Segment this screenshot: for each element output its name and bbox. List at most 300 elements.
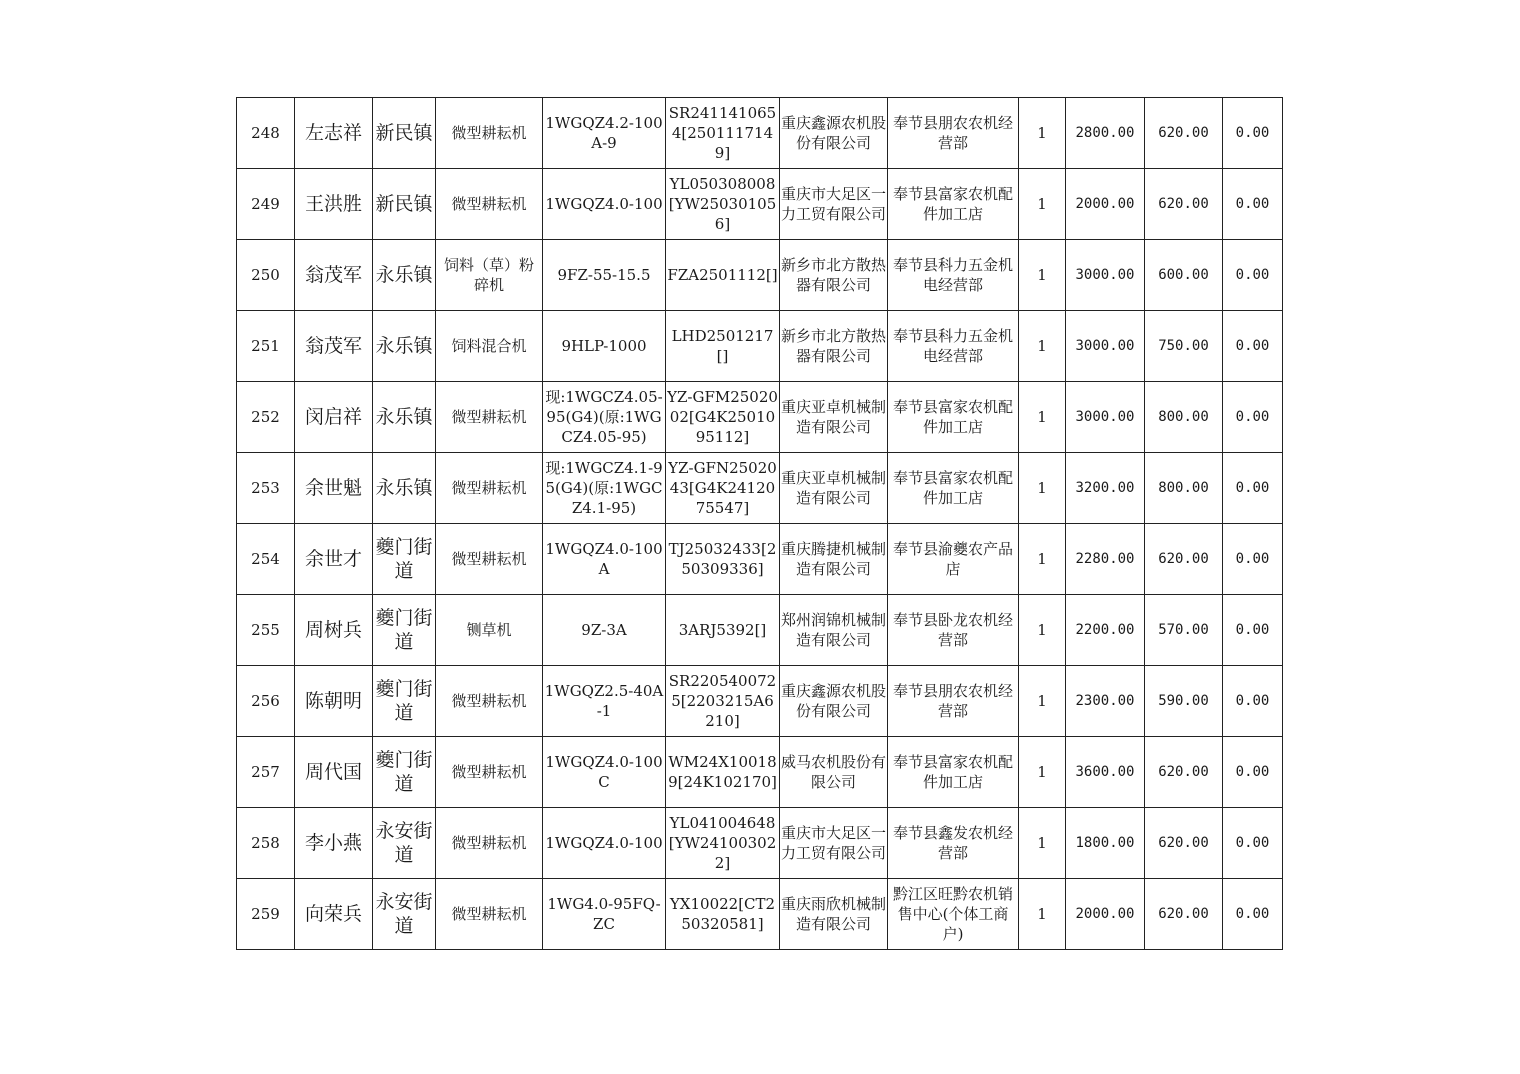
manufacturer-cell-text: 新乡市北方散热器有限公司: [781, 256, 886, 294]
quantity-cell-text: 1: [1037, 550, 1047, 568]
price-cell: [1066, 240, 1145, 311]
price-cell-text: 3000.00: [1075, 267, 1135, 283]
extra-subsidy-cell-text: 0.00: [1235, 196, 1270, 212]
manufacturer-cell-text: 重庆亚卓机械制造有限公司: [781, 469, 886, 507]
model-cell: [543, 666, 666, 737]
row-number-cell-text: 249: [251, 195, 280, 213]
serial-number-cell: [666, 808, 780, 879]
machine-type-cell: [436, 879, 543, 950]
buyer-name-cell: [295, 453, 373, 524]
machine-type-cell: [436, 737, 543, 808]
machine-type-cell-text: 微型耕耘机: [451, 124, 527, 142]
price-cell-text: 2800.00: [1075, 125, 1135, 141]
dealer-cell-text: 奉节县科力五金机电经营部: [892, 327, 1013, 365]
model-cell: [543, 382, 666, 453]
row-number-cell: [237, 98, 295, 169]
serial-number-cell-text: YL050308008[YW250301056]: [668, 175, 777, 233]
manufacturer-cell-text: 重庆腾捷机械制造有限公司: [781, 540, 886, 578]
manufacturer-cell-text: 郑州润锦机械制造有限公司: [781, 611, 886, 649]
model-cell: [543, 808, 666, 879]
buyer-name-cell: [295, 666, 373, 737]
quantity-cell: [1019, 808, 1066, 879]
township-cell: [373, 666, 436, 737]
subsidy-cell: [1145, 879, 1223, 950]
price-cell-text: 2200.00: [1075, 622, 1135, 638]
row-number-cell: [237, 737, 295, 808]
township-cell-text: 永乐镇: [375, 264, 433, 286]
table-row: [237, 737, 1283, 808]
dealer-cell: [888, 808, 1019, 879]
subsidy-cell-text: 600.00: [1158, 267, 1209, 283]
price-cell: [1066, 311, 1145, 382]
quantity-cell: [1019, 453, 1066, 524]
dealer-cell: [888, 382, 1019, 453]
machine-type-cell-text: 微型耕耘机: [451, 763, 527, 781]
serial-number-cell: [666, 595, 780, 666]
township-cell: [373, 524, 436, 595]
subsidy-cell-text: 800.00: [1158, 409, 1209, 425]
table-row: [237, 169, 1283, 240]
subsidy-cell-text: 750.00: [1158, 338, 1209, 354]
machine-type-cell: [436, 595, 543, 666]
machine-type-cell-text: 饲料混合机: [451, 337, 527, 355]
buyer-name-cell: [295, 240, 373, 311]
manufacturer-cell-text: 威马农机股份有限公司: [781, 753, 886, 791]
serial-number-cell: [666, 524, 780, 595]
extra-subsidy-cell-text: 0.00: [1235, 835, 1270, 851]
price-cell: [1066, 737, 1145, 808]
serial-number-cell: [666, 98, 780, 169]
quantity-cell-text: 1: [1037, 834, 1047, 852]
manufacturer-cell: [780, 240, 888, 311]
dealer-cell-text: 奉节县富家农机配件加工店: [892, 185, 1013, 223]
quantity-cell: [1019, 240, 1066, 311]
row-number-cell-text: 254: [251, 550, 280, 568]
manufacturer-cell: [780, 737, 888, 808]
machine-type-cell: [436, 524, 543, 595]
quantity-cell: [1019, 666, 1066, 737]
township-cell-text: 新民镇: [375, 193, 433, 215]
manufacturer-cell-text: 重庆市大足区一力工贸有限公司: [781, 185, 886, 223]
serial-number-cell: [666, 240, 780, 311]
row-number-cell: [237, 808, 295, 879]
row-number-cell-text: 259: [251, 905, 280, 923]
serial-number-cell-text: SR2205400725[2203215A6210]: [668, 672, 777, 730]
buyer-name-cell-text: 周树兵: [304, 619, 362, 641]
dealer-cell-text: 奉节县渝夔农产品店: [892, 540, 1013, 578]
machine-type-cell-text: 微型耕耘机: [451, 408, 527, 426]
township-cell: [373, 737, 436, 808]
price-cell: [1066, 524, 1145, 595]
subsidy-cell-text: 590.00: [1158, 693, 1209, 709]
row-number-cell: [237, 311, 295, 382]
extra-subsidy-cell: [1223, 666, 1283, 737]
buyer-name-cell: [295, 169, 373, 240]
quantity-cell: [1019, 737, 1066, 808]
serial-number-cell-text: YZ-GFN2502043[G4K2412075547]: [668, 459, 777, 517]
machine-type-cell-text: 微型耕耘机: [451, 834, 527, 852]
machine-type-cell: [436, 666, 543, 737]
price-cell-text: 3000.00: [1075, 338, 1135, 354]
price-cell: [1066, 453, 1145, 524]
extra-subsidy-cell: [1223, 382, 1283, 453]
model-cell-text: 1WGQZ4.2-100A-9: [545, 114, 663, 152]
township-cell-text: 夔门街道: [375, 607, 433, 653]
buyer-name-cell-text: 向荣兵: [304, 903, 362, 925]
quantity-cell: [1019, 169, 1066, 240]
extra-subsidy-cell: [1223, 98, 1283, 169]
buyer-name-cell-text: 余世才: [304, 548, 362, 570]
township-cell-text: 永安街道: [375, 891, 433, 937]
quantity-cell: [1019, 595, 1066, 666]
extra-subsidy-cell-text: 0.00: [1235, 551, 1270, 567]
buyer-name-cell-text: 翁茂军: [304, 335, 362, 357]
price-cell-text: 2000.00: [1075, 196, 1135, 212]
price-cell-text: 3600.00: [1075, 764, 1135, 780]
model-cell: [543, 453, 666, 524]
model-cell-text: 现:1WGCZ4.1-95(G4)(原:1WGCZ4.1-95): [545, 459, 663, 517]
row-number-cell: [237, 240, 295, 311]
township-cell-text: 永乐镇: [375, 477, 433, 499]
machine-type-cell: [436, 808, 543, 879]
buyer-name-cell-text: 陈朝明: [304, 690, 362, 712]
row-number-cell: [237, 453, 295, 524]
machine-type-cell-text: 微型耕耘机: [451, 479, 527, 497]
row-number-cell-text: 255: [251, 621, 280, 639]
township-cell: [373, 311, 436, 382]
dealer-cell: [888, 311, 1019, 382]
subsidy-cell: [1145, 666, 1223, 737]
quantity-cell: [1019, 311, 1066, 382]
manufacturer-cell: [780, 879, 888, 950]
serial-number-cell: [666, 453, 780, 524]
dealer-cell: [888, 453, 1019, 524]
buyer-name-cell: [295, 595, 373, 666]
quantity-cell-text: 1: [1037, 337, 1047, 355]
serial-number-cell-text: YZ-GFM2502002[G4K2501095112]: [667, 388, 778, 446]
manufacturer-cell: [780, 98, 888, 169]
dealer-cell: [888, 879, 1019, 950]
quantity-cell: [1019, 879, 1066, 950]
quantity-cell-text: 1: [1037, 692, 1047, 710]
township-cell: [373, 879, 436, 950]
extra-subsidy-cell-text: 0.00: [1235, 338, 1270, 354]
subsidy-cell-text: 800.00: [1158, 480, 1209, 496]
township-cell-text: 夔门街道: [375, 536, 433, 582]
machine-type-cell-text: 微型耕耘机: [451, 905, 527, 923]
row-number-cell-text: 251: [251, 337, 280, 355]
manufacturer-cell-text: 重庆雨欣机械制造有限公司: [781, 895, 886, 933]
price-cell-text: 1800.00: [1075, 835, 1135, 851]
subsidy-cell: [1145, 98, 1223, 169]
dealer-cell: [888, 98, 1019, 169]
table-row: [237, 311, 1283, 382]
extra-subsidy-cell-text: 0.00: [1235, 693, 1270, 709]
model-cell: [543, 240, 666, 311]
row-number-cell: [237, 382, 295, 453]
buyer-name-cell-text: 翁茂军: [304, 264, 362, 286]
manufacturer-cell-text: 重庆鑫源农机股份有限公司: [781, 682, 886, 720]
quantity-cell-text: 1: [1037, 479, 1047, 497]
township-cell-text: 夔门街道: [375, 749, 433, 795]
township-cell: [373, 453, 436, 524]
buyer-name-cell: [295, 808, 373, 879]
manufacturer-cell: [780, 311, 888, 382]
serial-number-cell: [666, 311, 780, 382]
table-row: [237, 524, 1283, 595]
manufacturer-cell: [780, 453, 888, 524]
buyer-name-cell: [295, 524, 373, 595]
row-number-cell-text: 252: [251, 408, 280, 426]
extra-subsidy-cell: [1223, 524, 1283, 595]
subsidy-cell: [1145, 240, 1223, 311]
township-cell-text: 永乐镇: [375, 335, 433, 357]
serial-number-cell-text: WM24X100189[24K102170]: [668, 753, 777, 791]
price-cell-text: 3200.00: [1075, 480, 1135, 496]
row-number-cell-text: 248: [251, 124, 280, 142]
dealer-cell-text: 奉节县鑫发农机经营部: [892, 824, 1013, 862]
price-cell: [1066, 879, 1145, 950]
dealer-cell-text: 奉节县卧龙农机经营部: [892, 611, 1013, 649]
extra-subsidy-cell: [1223, 311, 1283, 382]
dealer-cell: [888, 169, 1019, 240]
buyer-name-cell-text: 左志祥: [304, 122, 362, 144]
dealer-cell-text: 黔江区旺黔农机销售中心(个体工商户): [892, 885, 1013, 943]
buyer-name-cell-text: 闵启祥: [304, 406, 362, 428]
price-cell-text: 2000.00: [1075, 906, 1135, 922]
quantity-cell-text: 1: [1037, 905, 1047, 923]
township-cell-text: 新民镇: [375, 122, 433, 144]
extra-subsidy-cell: [1223, 169, 1283, 240]
machine-type-cell: [436, 240, 543, 311]
table-row: [237, 240, 1283, 311]
township-cell: [373, 808, 436, 879]
table-row: [237, 666, 1283, 737]
manufacturer-cell-text: 新乡市北方散热器有限公司: [781, 327, 886, 365]
model-cell: [543, 595, 666, 666]
extra-subsidy-cell: [1223, 737, 1283, 808]
manufacturer-cell-text: 重庆亚卓机械制造有限公司: [781, 398, 886, 436]
dealer-cell: [888, 595, 1019, 666]
machine-type-cell: [436, 98, 543, 169]
subsidy-cell: [1145, 524, 1223, 595]
price-cell: [1066, 595, 1145, 666]
price-cell: [1066, 666, 1145, 737]
table-row: [237, 98, 1283, 169]
table-row: [237, 808, 1283, 879]
township-cell: [373, 240, 436, 311]
model-cell-text: 9FZ-55-15.5: [557, 266, 651, 284]
machine-type-cell: [436, 311, 543, 382]
model-cell-text: 9HLP-1000: [561, 337, 647, 355]
serial-number-cell: [666, 879, 780, 950]
township-cell: [373, 595, 436, 666]
serial-number-cell-text: LHD2501217[]: [671, 327, 774, 365]
dealer-cell-text: 奉节县朋农农机经营部: [892, 682, 1013, 720]
subsidy-cell: [1145, 169, 1223, 240]
buyer-name-cell: [295, 879, 373, 950]
subsidy-cell-text: 620.00: [1158, 125, 1209, 141]
dealer-cell: [888, 666, 1019, 737]
model-cell-text: 1WG4.0-95FQ-ZC: [547, 895, 661, 933]
manufacturer-cell: [780, 524, 888, 595]
subsidy-table: [236, 97, 1283, 950]
manufacturer-cell-text: 重庆鑫源农机股份有限公司: [781, 114, 886, 152]
model-cell: [543, 524, 666, 595]
model-cell: [543, 737, 666, 808]
subsidy-cell-text: 620.00: [1158, 764, 1209, 780]
extra-subsidy-cell: [1223, 595, 1283, 666]
manufacturer-cell-text: 重庆市大足区一力工贸有限公司: [781, 824, 886, 862]
row-number-cell: [237, 879, 295, 950]
machine-type-cell: [436, 169, 543, 240]
subsidy-cell: [1145, 382, 1223, 453]
price-cell-text: 2300.00: [1075, 693, 1135, 709]
serial-number-cell: [666, 382, 780, 453]
row-number-cell-text: 258: [251, 834, 280, 852]
serial-number-cell-text: TJ25032433[250309336]: [668, 540, 777, 578]
machine-type-cell-text: 铡草机: [466, 621, 512, 639]
price-cell-text: 3000.00: [1075, 409, 1135, 425]
row-number-cell-text: 257: [251, 763, 280, 781]
township-cell-text: 永安街道: [375, 820, 433, 866]
extra-subsidy-cell: [1223, 240, 1283, 311]
table-row: [237, 595, 1283, 666]
price-cell: [1066, 808, 1145, 879]
subsidy-cell: [1145, 311, 1223, 382]
row-number-cell: [237, 524, 295, 595]
row-number-cell: [237, 666, 295, 737]
model-cell-text: 9Z-3A: [581, 621, 627, 639]
subsidy-cell: [1145, 737, 1223, 808]
manufacturer-cell: [780, 595, 888, 666]
dealer-cell-text: 奉节县富家农机配件加工店: [892, 753, 1013, 791]
dealer-cell-text: 奉节县朋农农机经营部: [892, 114, 1013, 152]
manufacturer-cell: [780, 169, 888, 240]
machine-type-cell: [436, 453, 543, 524]
dealer-cell: [888, 524, 1019, 595]
dealer-cell-text: 奉节县富家农机配件加工店: [892, 469, 1013, 507]
extra-subsidy-cell-text: 0.00: [1235, 409, 1270, 425]
buyer-name-cell: [295, 311, 373, 382]
extra-subsidy-cell-text: 0.00: [1235, 764, 1270, 780]
price-cell: [1066, 169, 1145, 240]
price-cell: [1066, 98, 1145, 169]
extra-subsidy-cell: [1223, 879, 1283, 950]
quantity-cell-text: 1: [1037, 621, 1047, 639]
quantity-cell-text: 1: [1037, 266, 1047, 284]
price-cell: [1066, 382, 1145, 453]
township-cell: [373, 382, 436, 453]
serial-number-cell-text: YL041004648[YW241003022]: [668, 814, 777, 872]
subsidy-cell: [1145, 453, 1223, 524]
quantity-cell-text: 1: [1037, 408, 1047, 426]
serial-number-cell: [666, 666, 780, 737]
model-cell: [543, 879, 666, 950]
model-cell-text: 1WGQZ4.0-100: [545, 834, 663, 852]
extra-subsidy-cell-text: 0.00: [1235, 125, 1270, 141]
row-number-cell: [237, 595, 295, 666]
model-cell-text: 1WGQZ4.0-100: [545, 195, 663, 213]
model-cell: [543, 169, 666, 240]
dealer-cell: [888, 240, 1019, 311]
quantity-cell-text: 1: [1037, 124, 1047, 142]
dealer-cell: [888, 737, 1019, 808]
buyer-name-cell-text: 余世魁: [304, 477, 362, 499]
table-row: [237, 879, 1283, 950]
serial-number-cell: [666, 169, 780, 240]
township-cell-text: 永乐镇: [375, 406, 433, 428]
table-row: [237, 382, 1283, 453]
subsidy-cell-text: 620.00: [1158, 551, 1209, 567]
manufacturer-cell: [780, 808, 888, 879]
model-cell: [543, 311, 666, 382]
quantity-cell: [1019, 98, 1066, 169]
buyer-name-cell: [295, 98, 373, 169]
extra-subsidy-cell: [1223, 808, 1283, 879]
manufacturer-cell: [780, 666, 888, 737]
extra-subsidy-cell-text: 0.00: [1235, 622, 1270, 638]
dealer-cell-text: 奉节县科力五金机电经营部: [892, 256, 1013, 294]
buyer-name-cell-text: 李小燕: [304, 832, 362, 854]
township-cell: [373, 169, 436, 240]
model-cell-text: 1WGQZ4.0-100C: [545, 753, 663, 791]
row-number-cell-text: 256: [251, 692, 280, 710]
buyer-name-cell-text: 周代国: [304, 761, 362, 783]
serial-number-cell: [666, 737, 780, 808]
machine-type-cell: [436, 382, 543, 453]
table-row: [237, 453, 1283, 524]
row-number-cell: [237, 169, 295, 240]
subsidy-cell-text: 620.00: [1158, 906, 1209, 922]
row-number-cell-text: 250: [251, 266, 280, 284]
serial-number-cell-text: FZA2501112[]: [667, 266, 778, 284]
machine-type-cell-text: 微型耕耘机: [451, 195, 527, 213]
quantity-cell: [1019, 524, 1066, 595]
quantity-cell: [1019, 382, 1066, 453]
subsidy-cell-text: 570.00: [1158, 622, 1209, 638]
extra-subsidy-cell-text: 0.00: [1235, 906, 1270, 922]
model-cell-text: 1WGQZ2.5-40A-1: [544, 682, 664, 720]
machine-type-cell-text: 微型耕耘机: [451, 550, 527, 568]
extra-subsidy-cell-text: 0.00: [1235, 267, 1270, 283]
manufacturer-cell: [780, 382, 888, 453]
model-cell-text: 1WGQZ4.0-100A: [545, 540, 663, 578]
row-number-cell-text: 253: [251, 479, 280, 497]
model-cell: [543, 98, 666, 169]
township-cell-text: 夔门街道: [375, 678, 433, 724]
quantity-cell-text: 1: [1037, 763, 1047, 781]
subsidy-cell-text: 620.00: [1158, 196, 1209, 212]
extra-subsidy-cell-text: 0.00: [1235, 480, 1270, 496]
machine-type-cell-text: 饲料（草）粉碎机: [443, 256, 534, 294]
buyer-name-cell-text: 王洪胜: [304, 193, 362, 215]
serial-number-cell-text: SR2411410654[2501117149]: [668, 104, 777, 162]
buyer-name-cell: [295, 382, 373, 453]
subsidy-cell-text: 620.00: [1158, 835, 1209, 851]
extra-subsidy-cell: [1223, 453, 1283, 524]
machine-type-cell-text: 微型耕耘机: [451, 692, 527, 710]
price-cell-text: 2280.00: [1075, 551, 1135, 567]
quantity-cell-text: 1: [1037, 195, 1047, 213]
subsidy-cell: [1145, 595, 1223, 666]
buyer-name-cell: [295, 737, 373, 808]
model-cell-text: 现:1WGCZ4.05-95(G4)(原:1WGCZ4.05-95): [545, 388, 663, 446]
serial-number-cell-text: 3ARJ5392[]: [678, 621, 767, 639]
dealer-cell-text: 奉节县富家农机配件加工店: [892, 398, 1013, 436]
serial-number-cell-text: YX10022[CT250320581]: [669, 895, 776, 933]
subsidy-cell: [1145, 808, 1223, 879]
